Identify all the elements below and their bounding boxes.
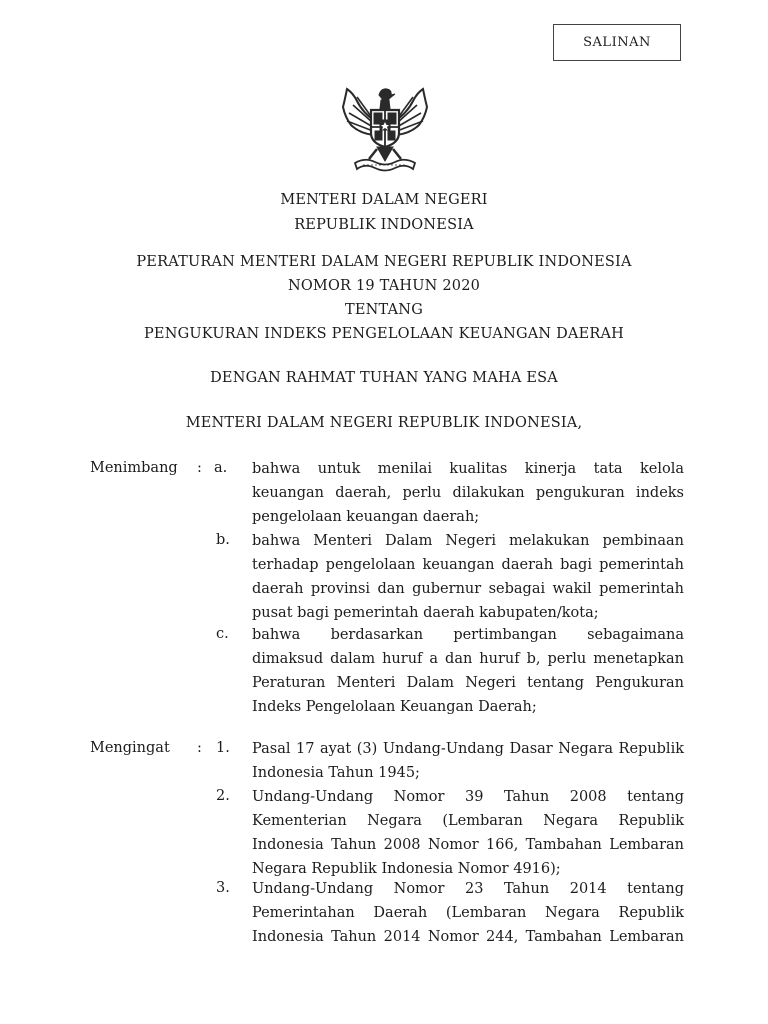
menimbang-item-c bbox=[252, 623, 684, 719]
text-line: daerah provinsi dan gubernur sebagai wakil pemerintah bbox=[252, 581, 684, 597]
text-line: Indonesia Tahun 1945; bbox=[252, 765, 420, 781]
text-line: Pasal 17 ayat (3) Undang-Undang Dasar Negara Republik bbox=[252, 741, 684, 757]
menimbang-marker-c: c. bbox=[216, 626, 229, 642]
menimbang-colon: : bbox=[197, 460, 202, 476]
garuda-emblem-icon bbox=[335, 83, 435, 178]
text-line: bahwa untuk menilai kualitas kinerja tata kelola bbox=[252, 461, 684, 477]
mengingat-marker-1: 1. bbox=[216, 740, 230, 756]
header-minister: MENTERI DALAM NEGERI bbox=[280, 192, 488, 208]
text-line: pusat bagi pemerintah daerah kabupaten/kota; bbox=[252, 605, 599, 621]
menimbang-item-a bbox=[252, 457, 684, 529]
text-line: Indonesia Tahun 2014 Nomor 244, Tambahan Lembaran bbox=[252, 929, 684, 945]
mengingat-colon: : bbox=[197, 740, 202, 756]
mengingat-item-1 bbox=[252, 737, 684, 785]
text-line: terhadap pengelolaan keuangan daerah bagi pemerintah bbox=[252, 557, 684, 573]
regulation-subject: PENGUKURAN INDEKS PENGELOLAAN KEUANGAN DAERAH bbox=[143, 326, 625, 342]
regulation-title: PERATURAN MENTERI DALAM NEGERI REPUBLIK INDONESIA bbox=[136, 254, 632, 270]
mengingat-label: Mengingat bbox=[90, 740, 170, 756]
text-line: Kementerian Negara (Lembaran Negara Republik bbox=[252, 813, 684, 829]
mengingat-item-2 bbox=[252, 785, 684, 881]
text-line: Peraturan Menteri Dalam Negeri tentang Pengukuran bbox=[252, 675, 684, 691]
menimbang-marker-b: b. bbox=[216, 532, 230, 548]
authority-statement: MENTERI DALAM NEGERI REPUBLIK INDONESIA, bbox=[185, 415, 583, 431]
text-line: Negara Republik Indonesia Nomor 4916); bbox=[252, 861, 561, 877]
regulation-about: TENTANG bbox=[345, 302, 423, 318]
salinan-stamp: SALINAN bbox=[553, 24, 681, 61]
mengingat-marker-3: 3. bbox=[216, 880, 230, 896]
header-republic: REPUBLIK INDONESIA bbox=[294, 217, 474, 233]
regulation-number: NOMOR 19 TAHUN 2020 bbox=[287, 278, 481, 294]
menimbang-marker-a: a. bbox=[214, 460, 228, 476]
menimbang-item-b bbox=[252, 529, 684, 625]
text-line: Pemerintahan Daerah (Lembaran Negara Republik bbox=[252, 905, 684, 921]
mengingat-marker-2: 2. bbox=[216, 788, 230, 804]
text-line: Undang-Undang Nomor 39 Tahun 2008 tentang bbox=[252, 789, 684, 805]
text-line: Indonesia Tahun 2008 Nomor 166, Tambahan Lembaran bbox=[252, 837, 684, 853]
text-line: pengelolaan keuangan daerah; bbox=[252, 509, 480, 525]
text-line: keuangan daerah, perlu dilakukan pengukuran indeks bbox=[252, 485, 684, 501]
text-line: Indeks Pengelolaan Keuangan Daerah; bbox=[252, 699, 537, 715]
mengingat-item-3 bbox=[252, 877, 684, 949]
grace-statement: DENGAN RAHMAT TUHAN YANG MAHA ESA bbox=[210, 370, 558, 386]
text-line: bahwa Menteri Dalam Negeri melakukan pembinaan bbox=[252, 533, 684, 549]
text-line: dimaksud dalam huruf a dan huruf b, perlu menetapkan bbox=[252, 651, 684, 667]
text-line: Undang-Undang Nomor 23 Tahun 2014 tentang bbox=[252, 881, 684, 897]
text-line: bahwa berdasarkan pertimbangan sebagaimana bbox=[252, 627, 684, 643]
menimbang-label: Menimbang bbox=[90, 460, 178, 476]
